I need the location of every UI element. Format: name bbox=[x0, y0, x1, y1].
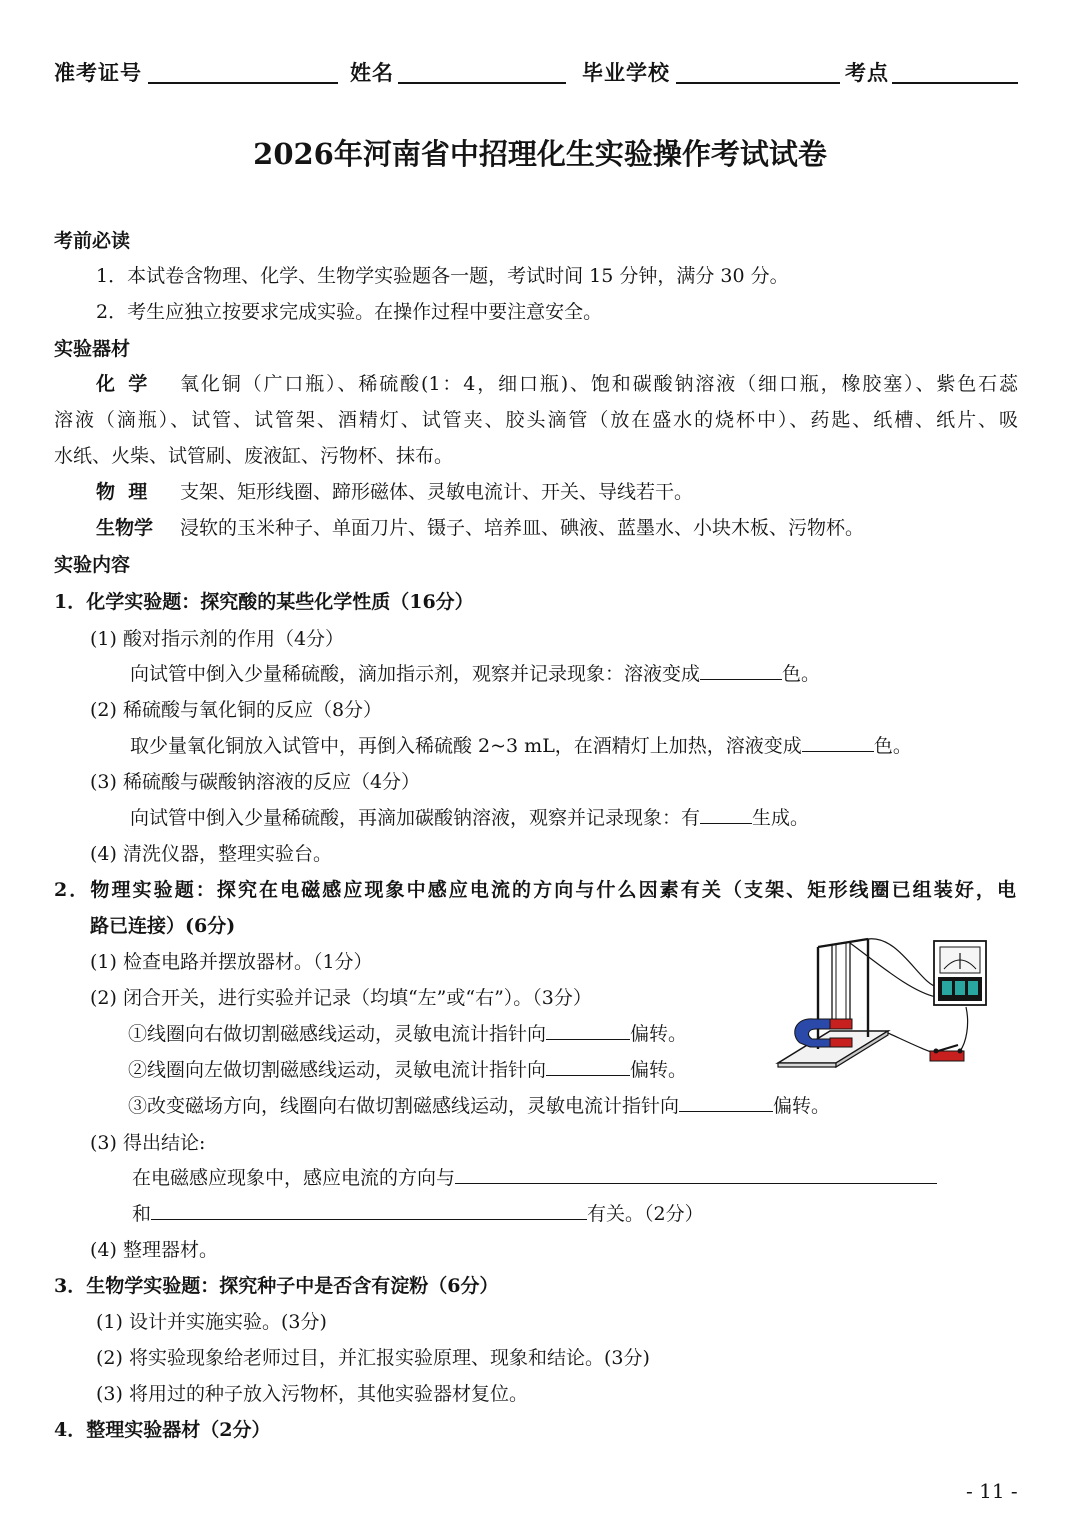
notice-item-1: 1．本试卷含物理、化学、生物学实验题各一题，考试时间 15 分钟，满分 30 分。 bbox=[96, 265, 789, 287]
q3-title: 3．生物学实验题：探究种子中是否含有淀粉（6分） bbox=[54, 1275, 499, 1297]
q1-part2-title: (2) 稀硫酸与氧化铜的反应（8分） bbox=[90, 699, 383, 721]
q2-title-line-1: 2．物理实验题：探究在电磁感应现象中感应电流的方向与什么因素有关（支架、矩形线圈已组装好，电 bbox=[54, 879, 1016, 901]
chem-equipment-line-2: 溶液（滴瓶）、试管、试管架、酒精灯、试管夹、胶头滴管（放在盛水的烧杯中）、药匙、纸槽、纸片、吸 bbox=[54, 409, 1018, 431]
phys-equipment-label: 物 理 bbox=[96, 481, 148, 503]
q4-title: 4．整理实验器材（2分） bbox=[54, 1419, 271, 1441]
q2-step2-answer-blank[interactable] bbox=[546, 1057, 630, 1076]
q2-conclusion-line-2: 和 有关。（2分） bbox=[132, 1203, 704, 1225]
name-field[interactable] bbox=[398, 82, 566, 84]
q1-title: 1．化学实验题：探究酸的某些化学性质（16分） bbox=[54, 591, 474, 613]
school-field[interactable] bbox=[676, 82, 840, 84]
q1-part4-title: (4) 清洗仪器，整理实验台。 bbox=[90, 843, 332, 865]
q1-part3-question: 向试管中倒入少量稀硫酸，再滴加碳酸钠溶液，观察并记录现象：有 生成。 bbox=[130, 807, 810, 829]
q3-part1: (1) 设计并实施实验。(3分) bbox=[96, 1311, 327, 1333]
q1-part2-question: 取少量氧化铜放入试管中，再倒入稀硫酸 2~3 mL，在酒精灯上加热，溶液变成 色。 bbox=[130, 735, 912, 757]
bio-equipment-label: 生物学 bbox=[96, 517, 154, 539]
q2-step-2: ②线圈向左做切割磁感线运动，灵敏电流计指针向 偏转。 bbox=[128, 1059, 688, 1081]
q2-step-1: ①线圈向右做切割磁感线运动，灵敏电流计指针向 偏转。 bbox=[128, 1023, 688, 1045]
bio-equipment-text: 浸软的玉米种子、单面刀片、镊子、培养皿、碘液、蓝墨水、小块木板、污物杯。 bbox=[180, 517, 865, 539]
q1-part1-title: (1) 酸对指示剂的作用（4分） bbox=[90, 628, 345, 650]
q2-step3-answer-blank[interactable] bbox=[679, 1093, 773, 1112]
school-label: 毕业学校 bbox=[582, 60, 670, 85]
name-label: 姓名 bbox=[350, 60, 394, 85]
q3-part2: (2) 将实验现象给老师过目，并汇报实验原理、现象和结论。(3分) bbox=[96, 1347, 650, 1369]
q2-part4: (4) 整理器材。 bbox=[90, 1239, 218, 1261]
site-field[interactable] bbox=[892, 82, 1018, 84]
site-label: 考点 bbox=[845, 60, 889, 85]
q3-part3: (3) 将用过的种子放入污物杯，其他实验器材复位。 bbox=[96, 1383, 528, 1405]
q1-part1-question: 向试管中倒入少量稀硫酸，滴加指示剂，观察并记录现象：溶液变成 色。 bbox=[130, 663, 821, 685]
phys-equipment-text: 支架、矩形线圈、蹄形磁体、灵敏电流计、开关、导线若干。 bbox=[180, 481, 694, 503]
q2-title-line-2: 路已连接）(6分) bbox=[90, 915, 236, 937]
chem-equipment-line-1: 氧化铜（广口瓶）、稀硫酸(1：4，细口瓶)、饱和碳酸钠溶液（细口瓶，橡胶塞）、紫色石蕊 bbox=[180, 373, 1018, 395]
chem-equipment-line-3: 水纸、火柴、试管刷、废液缸、污物杯、抹布。 bbox=[54, 445, 454, 467]
q2-part2: (2) 闭合开关，进行实验并记录（均填“左”或“右”）。（3分） bbox=[90, 987, 592, 1009]
notice-heading: 考前必读 bbox=[54, 230, 131, 252]
q2-conclusion-blank-1[interactable] bbox=[455, 1165, 937, 1184]
chem-equipment-label: 化 学 bbox=[96, 373, 148, 395]
exam-number-field[interactable] bbox=[148, 82, 338, 84]
page-number: - 11 - bbox=[966, 1479, 1018, 1503]
q1-part3-title: (3) 稀硫酸与碳酸钠溶液的反应（4分） bbox=[90, 771, 421, 793]
electromagnetic-induction-apparatus-image bbox=[770, 925, 1020, 1075]
q2-step-3: ③改变磁场方向，线圈向右做切割磁感线运动，灵敏电流计指针向 偏转。 bbox=[128, 1095, 831, 1117]
notice-item-2: 2．考生应独立按要求完成实验。在操作过程中要注意安全。 bbox=[96, 301, 603, 323]
q1-part2-answer-blank[interactable] bbox=[802, 733, 874, 752]
q1-part1-answer-blank[interactable] bbox=[700, 661, 782, 680]
q2-step1-answer-blank[interactable] bbox=[546, 1021, 630, 1040]
equipment-heading: 实验器材 bbox=[54, 338, 131, 360]
content-heading: 实验内容 bbox=[54, 554, 131, 576]
page-title: 2026年河南省中招理化生实验操作考试试卷 bbox=[253, 137, 827, 171]
q2-conclusion-line-1: 在电磁感应现象中，感应电流的方向与 bbox=[132, 1163, 937, 1190]
exam-number-label: 准考证号 bbox=[54, 60, 142, 85]
q2-part1: (1) 检查电路并摆放器材。（1分） bbox=[90, 951, 373, 973]
q2-conclusion-blank-2[interactable] bbox=[151, 1201, 587, 1220]
q1-part3-answer-blank[interactable] bbox=[700, 805, 752, 824]
q2-part3: (3) 得出结论: bbox=[90, 1132, 206, 1154]
